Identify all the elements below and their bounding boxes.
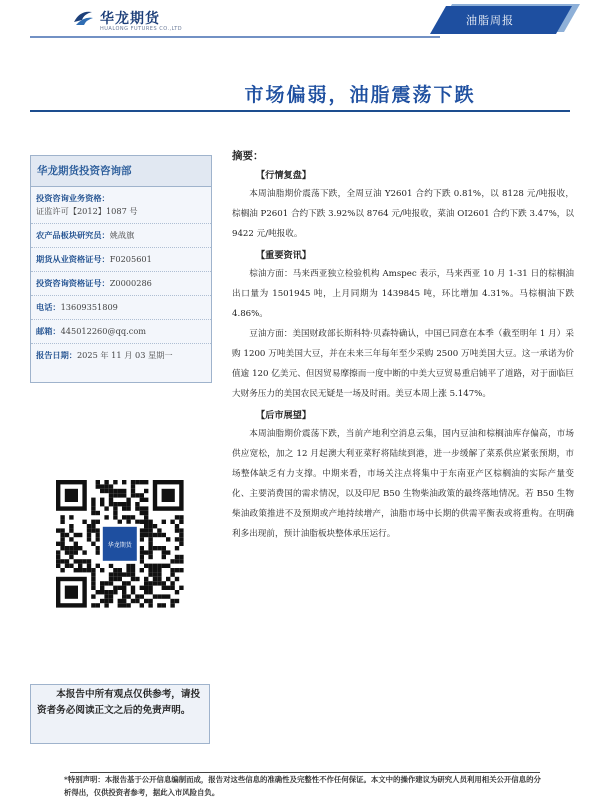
info-value: 2025 年 11 月 03 星期一 [76,350,173,360]
paragraph: 豆油方面：美国财政部长斯科特·贝森特确认，中国已同意在本季（截至明年 1 月）采购 1200 万吨美国大豆，并在未来三年每年至少采购 2500 万吨美国大豆。这一承诺为价值逾 120 亿美元、但因贸易摩擦而一度中断的中美大豆贸易重启铺平了道路，对于面临巨大财务压力的美国农民无疑是一场及时雨。美豆本周上涨 5.147%。 [232,329,574,399]
info-value: 13609351809 [60,302,118,312]
footer-statement: *特别声明：本报告基于公开信息编制而成，报告对这些信息的准确性及完整性不作任何保证。本文中的操作建议为研究人员利用相关公开信息的分析得出，仅供投资者参考，据此入市风险自负。 [64,775,541,797]
info-label: 电话： [36,302,61,312]
page-title: 市场偏弱，油脂震荡下跌 [244,84,476,106]
logo-mark-icon [72,8,94,28]
info-value: Z0000286 [109,278,152,288]
disclaimer-box: 本报告中所有观点仅供参考，请投资者务必阅读正文之后的免责声明。 [30,684,210,744]
info-row-researcher [31,224,211,248]
info-label: 农产品板块研究员： [36,230,110,240]
summary-content [232,148,574,544]
report-type-label: 油脂周报 [466,14,514,27]
brand-name: 华龙期货 [100,11,160,27]
info-label: 邮箱： [36,326,61,336]
info-label: 报告日期： [36,350,77,360]
brand-logo [72,6,192,34]
qr-code-icon [48,473,190,613]
qr-center-label: 华龙期货 [107,541,132,549]
info-label: 投资咨询资格证号： [36,278,110,288]
qr-code [48,473,190,613]
info-label: 期货从业资格证号： [36,254,110,264]
info-row-consult-cert [31,272,211,296]
brand-name-en: HUALONG FUTURES CO.,LTD [100,26,183,32]
info-value: 姚战旗 [109,230,135,240]
section-heading-news: 【重要资讯】 [256,250,312,261]
sidebar-heading: 华龙期货投资咨询部 [31,156,211,187]
paragraph: 本周油脂期价震荡下跌，全周豆油 Y2601 合约下跌 0.81%，以 8128 元/吨报收，棕榈油 P2601 合约下跌 3.92%以 8764 元/吨报收，菜油 OI2601 合约下跌 3.47%，以 9422 元/吨报收。 [232,189,574,239]
info-row-license [31,187,211,224]
info-row-phone [31,296,211,320]
info-value: 证监许可【2012】1087 号 [36,206,138,216]
info-row-date [31,344,211,367]
paragraph: 本周油脂期价震荡下跌，当前产地利空消息云集，国内豆油和棕榈油库存偏高，市场供应宽松，加之 12 月起澳大利亚菜籽将陆续到港，进一步缓解了菜系供应紧张预期，市场整体缺乏有力支撑。中期来看，市场关注点将集中于东南亚产区棕榈油的实际产量变化、主要消费国的需求情况，以及印尼 B50 生物柴油政策的最终落地情况。若 B50 生物柴油政策推进不及预期或产地持续增产，油脂市场中长期的供需平衡表或将重构。在明确利多出现前，预计油脂板块整体承压运行。 [232,429,574,539]
info-value: 445012260@qq.com [60,326,147,336]
paragraph: 棕油方面：马来西亚独立检验机构 Amspec 表示，马来西亚 10 月 1-31 日的棕榈油出口量为 1501945 吨，上月同期为 1439845 吨，环比增加 4.31%。马棕榈油下跌 4.86%。 [232,269,574,319]
info-row-futures-cert [31,248,211,272]
info-value: F0205601 [109,254,152,264]
analyst-info-box [30,155,212,383]
section-heading-outlook: 【后市展望】 [256,410,312,421]
summary-label: 摘要： [232,150,264,162]
info-label: 投资咨询业务资格： [36,193,110,203]
section-heading-review: 【行情复盘】 [256,170,312,181]
info-row-email [31,320,211,344]
title-divider [30,110,570,112]
